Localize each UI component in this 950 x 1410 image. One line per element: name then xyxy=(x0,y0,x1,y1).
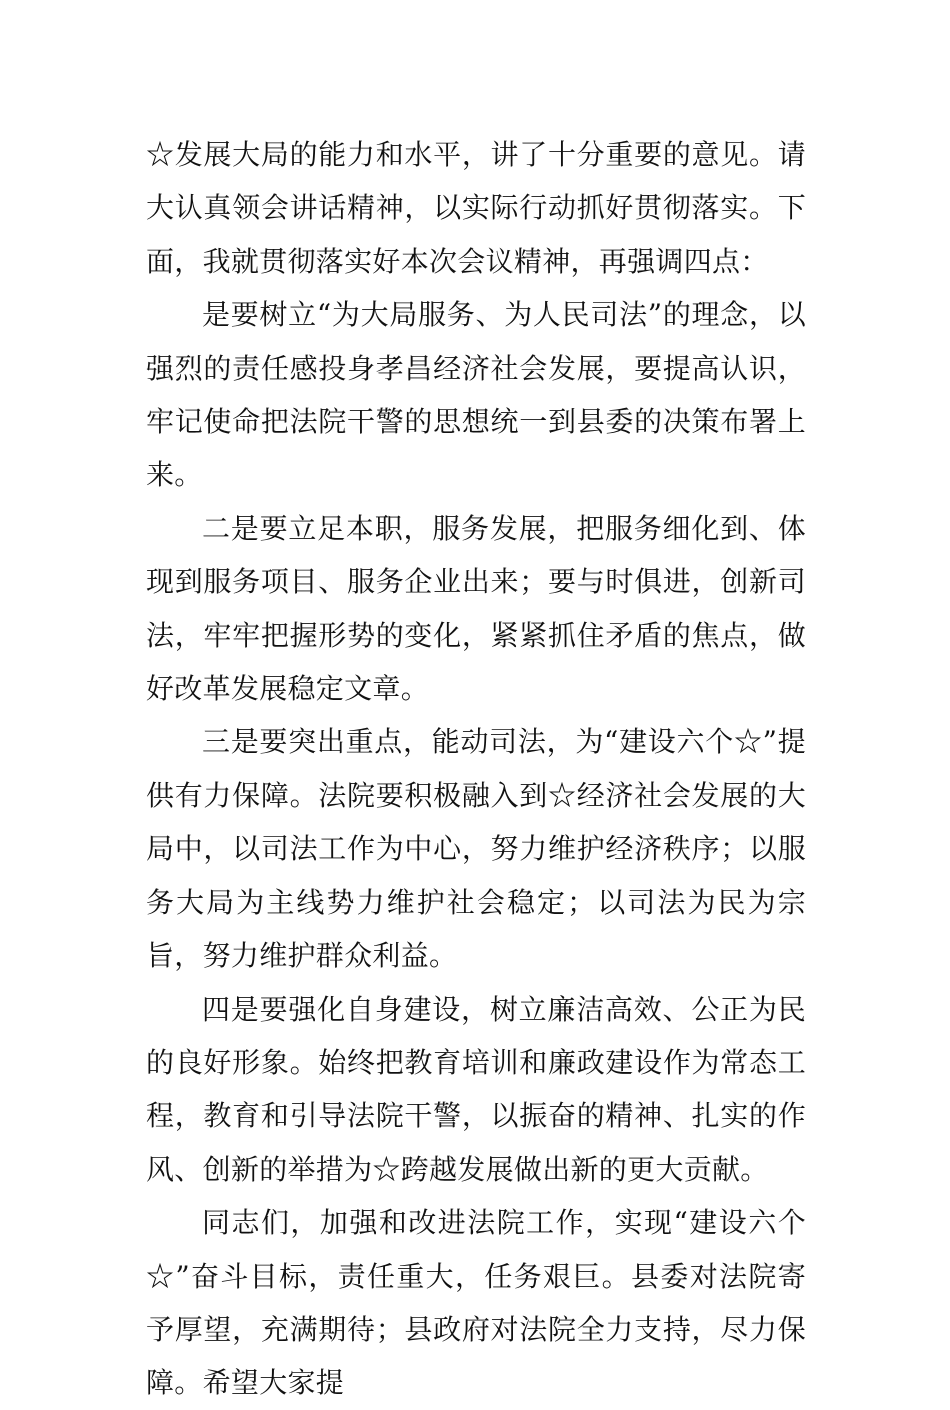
document-body xyxy=(146,128,806,1410)
paragraph-point-four: 四是要强化自身建设，树立廉洁高效、公正为民的良好形象。始终把教育培训和廉政建设作为常态工程，教育和引导法院干警，以振奋的精神、扎实的作风、创新的举措为☆跨越发展做出新的更大贡献。 xyxy=(146,992,806,1186)
paragraph-closing: 同志们，加强和改进法院工作，实现“建设六个☆”奋斗目标，责任重大，任务艰巨。县委对法院寄予厚望，充满期待；县政府对法院全力支持，尽力保障。希望大家提 xyxy=(146,1206,806,1400)
paragraph-point-one: 是要树立“为大局服务、为人民司法”的理念，以强烈的责任感投身孝昌经济社会发展，要提高认识，牢记使命把法院干警的思想统一到县委的决策布署上来。 xyxy=(146,298,806,492)
paragraph-continuation: ☆发展大局的能力和水平，讲了十分重要的意见。请大认真领会讲话精神，以实际行动抓好贯彻落实。下面，我就贯彻落实好本次会议精神，再强调四点： xyxy=(146,138,806,278)
paragraph-point-three: 三是要突出重点，能动司法，为“建设六个☆”提供有力保障。法院要积极融入到☆经济社会发展的大局中，以司法工作为中心，努力维护经济秩序；以服务大局为主线势力维护社会稳定；以司法为民为宗旨，努力维护群众利益。 xyxy=(146,725,806,973)
paragraph-point-two: 二是要立足本职，服务发展，把服务细化到、体现到服务项目、服务企业出来；要与时俱进，创新司法，牢牢把握形势的变化，紧紧抓住矛盾的焦点，做好改革发展稳定文章。 xyxy=(146,511,806,706)
